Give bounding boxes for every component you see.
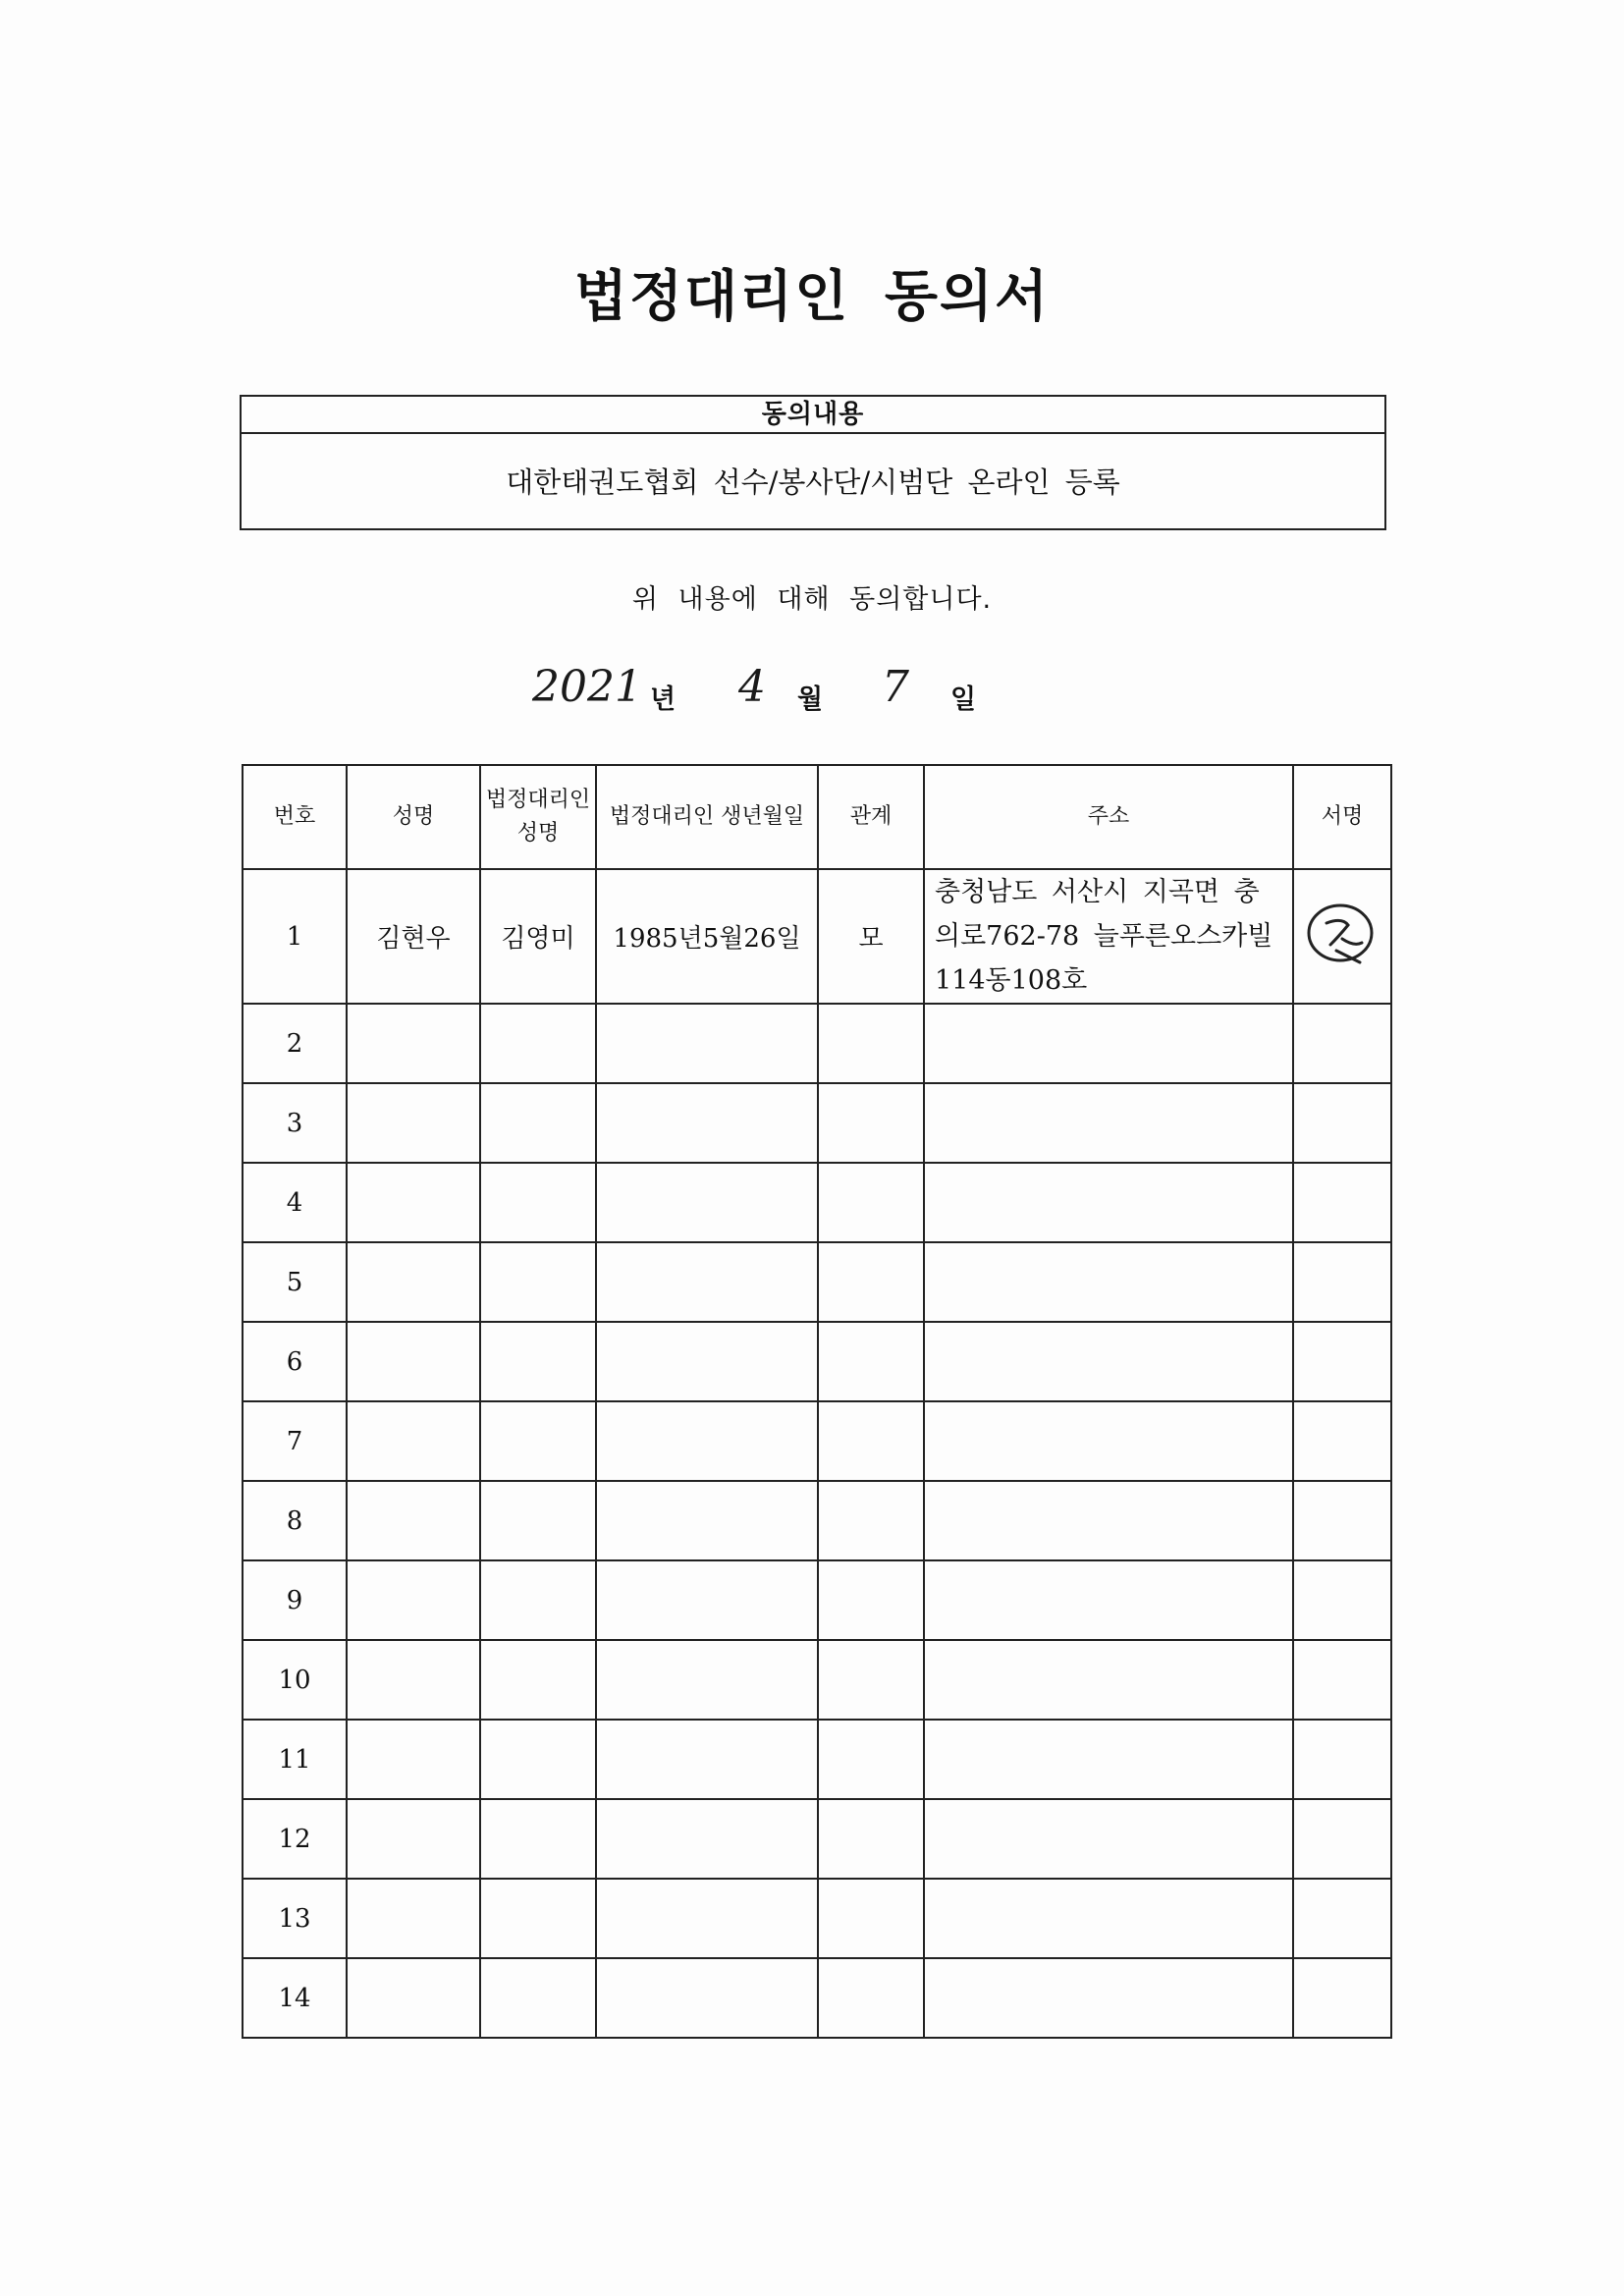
cell-no: 8 — [243, 1481, 347, 1560]
cell-address — [924, 1083, 1293, 1163]
table-row — [243, 1242, 1391, 1322]
cell-name — [347, 1481, 480, 1560]
guardian-roster-table — [242, 764, 1392, 2039]
table-header-row — [243, 765, 1391, 869]
cell-signature — [1293, 1322, 1391, 1401]
cell-address — [924, 1560, 1293, 1640]
cell-relation — [818, 1799, 924, 1879]
cell-guardian-name — [480, 1799, 596, 1879]
cell-name — [347, 1720, 480, 1799]
date-month: 4 — [738, 662, 766, 712]
page-title: 법정대리인 동의서 — [573, 265, 1051, 329]
cell-guardian-birth — [596, 1163, 818, 1242]
table-row — [243, 869, 1391, 1004]
cell-signature — [1293, 1720, 1391, 1799]
cell-address — [924, 1879, 1293, 1958]
cell-relation — [818, 1481, 924, 1560]
cell-signature — [1293, 1560, 1391, 1640]
cell-no: 14 — [243, 1958, 347, 2038]
cell-relation — [818, 1083, 924, 1163]
table-row — [243, 1879, 1391, 1958]
cell-signature — [1293, 1163, 1391, 1242]
cell-guardian-birth — [596, 1083, 818, 1163]
cell-name — [347, 1322, 480, 1401]
cell-guardian-name — [480, 1083, 596, 1163]
cell-relation — [818, 1640, 924, 1720]
cell-name — [347, 1799, 480, 1879]
cell-signature — [1293, 1401, 1391, 1481]
cell-name: 김현우 — [347, 869, 480, 1004]
cell-relation — [818, 1322, 924, 1401]
cell-guardian-birth — [596, 1560, 818, 1640]
date-day: 7 — [882, 662, 909, 712]
cell-no: 5 — [243, 1242, 347, 1322]
consent-body: 대한태권도협회 선수/봉사단/시범단 온라인 등록 — [506, 465, 1120, 499]
cell-name — [347, 1879, 480, 1958]
cell-guardian-name — [480, 1481, 596, 1560]
cell-no: 11 — [243, 1720, 347, 1799]
cell-relation — [818, 1560, 924, 1640]
cell-guardian-name — [480, 1004, 596, 1083]
cell-guardian-name — [480, 1163, 596, 1242]
cell-relation — [818, 1004, 924, 1083]
cell-guardian-birth — [596, 1481, 818, 1560]
cell-signature — [1293, 1083, 1391, 1163]
cell-signature — [1293, 1799, 1391, 1879]
signature-icon — [1303, 894, 1381, 972]
cell-address — [924, 1242, 1293, 1322]
cell-signature — [1293, 1242, 1391, 1322]
cell-no: 12 — [243, 1799, 347, 1879]
cell-no: 6 — [243, 1322, 347, 1401]
consent-box — [240, 395, 1386, 530]
cell-guardian-birth — [596, 1958, 818, 2038]
table-row — [243, 1720, 1391, 1799]
cell-guardian-name: 김영미 — [480, 869, 596, 1004]
cell-signature — [1293, 1481, 1391, 1560]
cell-address — [924, 1322, 1293, 1401]
cell-signature — [1293, 1879, 1391, 1958]
cell-guardian-birth: 1985년5월26일 — [596, 869, 818, 1004]
cell-no: 2 — [243, 1004, 347, 1083]
cell-address — [924, 1401, 1293, 1481]
cell-signature — [1293, 869, 1391, 1004]
cell-no: 9 — [243, 1560, 347, 1640]
table-row — [243, 1401, 1391, 1481]
date-line — [520, 648, 1031, 727]
cell-address — [924, 1720, 1293, 1799]
table-row — [243, 1640, 1391, 1720]
cell-name — [347, 1401, 480, 1481]
table-row — [243, 1322, 1391, 1401]
cell-name — [347, 1958, 480, 2038]
cell-relation — [818, 1242, 924, 1322]
cell-relation — [818, 1879, 924, 1958]
cell-no: 4 — [243, 1163, 347, 1242]
header-address: 주소 — [924, 765, 1293, 869]
cell-relation — [818, 1163, 924, 1242]
cell-address — [924, 1481, 1293, 1560]
cell-guardian-name — [480, 1958, 596, 2038]
cell-address — [924, 1640, 1293, 1720]
cell-no: 10 — [243, 1640, 347, 1720]
table-row — [243, 1004, 1391, 1083]
cell-relation: 모 — [818, 869, 924, 1004]
date-year-unit: 년 — [650, 684, 677, 715]
cell-guardian-name — [480, 1242, 596, 1322]
consent-header: 동의내용 — [242, 397, 1384, 434]
table-row — [243, 1481, 1391, 1560]
date-month-unit: 월 — [797, 684, 824, 715]
cell-no: 13 — [243, 1879, 347, 1958]
cell-address — [924, 1958, 1293, 2038]
handwritten-signature — [1303, 894, 1381, 972]
table-row — [243, 1083, 1391, 1163]
cell-name — [347, 1242, 480, 1322]
table-row — [243, 1560, 1391, 1640]
header-guardian-birth: 법정대리인 생년월일 — [596, 765, 818, 869]
cell-relation — [818, 1958, 924, 2038]
cell-no: 7 — [243, 1401, 347, 1481]
cell-relation — [818, 1720, 924, 1799]
cell-guardian-name — [480, 1640, 596, 1720]
cell-address — [924, 1004, 1293, 1083]
cell-relation — [818, 1401, 924, 1481]
cell-guardian-birth — [596, 1799, 818, 1879]
date-year: 2021 — [532, 662, 642, 712]
cell-address — [924, 1799, 1293, 1879]
cell-guardian-birth — [596, 1322, 818, 1401]
table-row — [243, 1958, 1391, 2038]
cell-signature — [1293, 1004, 1391, 1083]
cell-guardian-name — [480, 1879, 596, 1958]
cell-guardian-birth — [596, 1640, 818, 1720]
cell-signature — [1293, 1640, 1391, 1720]
header-guardian-name: 법정대리인 성명 — [480, 765, 596, 869]
cell-guardian-name — [480, 1560, 596, 1640]
cell-name — [347, 1083, 480, 1163]
cell-guardian-birth — [596, 1004, 818, 1083]
cell-guardian-name — [480, 1720, 596, 1799]
cell-no: 1 — [243, 869, 347, 1004]
cell-name — [347, 1004, 480, 1083]
cell-name — [347, 1640, 480, 1720]
cell-guardian-birth — [596, 1720, 818, 1799]
cell-address — [924, 1163, 1293, 1242]
header-name: 성명 — [347, 765, 480, 869]
header-relation: 관계 — [818, 765, 924, 869]
cell-no: 3 — [243, 1083, 347, 1163]
cell-guardian-birth — [596, 1242, 818, 1322]
cell-address: 충청남도 서산시 지곡면 충의로762-78 늘푸른오스카빌 114동108호 — [924, 869, 1293, 1004]
header-no: 번호 — [243, 765, 347, 869]
cell-guardian-name — [480, 1401, 596, 1481]
table-row — [243, 1163, 1391, 1242]
cell-name — [347, 1560, 480, 1640]
cell-signature — [1293, 1958, 1391, 2038]
header-signature: 서명 — [1293, 765, 1391, 869]
cell-guardian-birth — [596, 1879, 818, 1958]
agreement-statement: 위 내용에 대해 동의합니다. — [631, 584, 993, 615]
cell-guardian-birth — [596, 1401, 818, 1481]
cell-name — [347, 1163, 480, 1242]
date-day-unit: 일 — [950, 684, 977, 715]
cell-guardian-name — [480, 1322, 596, 1401]
table-row — [243, 1799, 1391, 1879]
